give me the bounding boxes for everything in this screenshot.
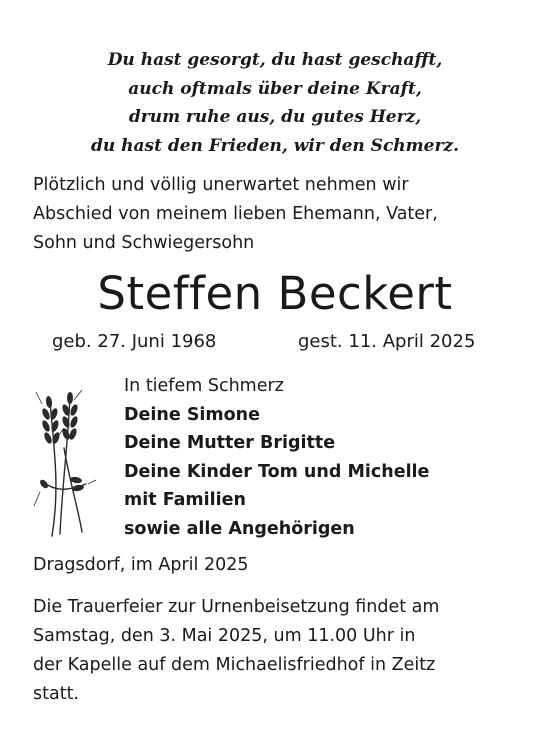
mourner-name: Deine Mutter Brigitte — [124, 433, 336, 453]
mourner-name: sowie alle Angehörigen — [124, 518, 355, 539]
mourners — [124, 372, 429, 543]
mourner-name: Deine Kinder Tom und Michelle — [124, 461, 430, 482]
funeral-line: Samstag, den 3. Mai 2025, um 11.00 Uhr in — [33, 626, 416, 646]
intro-line: Plötzlich und völlig unerwartet nehmen wir — [33, 175, 409, 195]
poem-line: drum ruhe aus, du gutes Herz, — [128, 107, 422, 127]
mourner-name: mit Familien — [124, 490, 246, 510]
intro-line: Sohn und Schwiegersohn — [33, 233, 255, 253]
place-date: Dragsdorf, im April 2025 — [33, 555, 249, 575]
intro-line: Abschied von meinem lieben Ehemann, Vater, — [33, 204, 438, 224]
poem — [0, 46, 550, 160]
wheat-ears-icon — [30, 388, 98, 538]
poem-line: du hast den Frieden, wir den Schmerz. — [90, 135, 460, 156]
poem-line: auch oftmals über deine Kraft, — [128, 78, 422, 99]
mourner-name: Deine Simone — [124, 404, 261, 425]
death-date: gest. 11. April 2025 — [298, 331, 476, 352]
deceased-name: Steffen Beckert — [97, 267, 453, 320]
poem-line: Du hast gesorgt, du hast geschafft, — [107, 50, 443, 70]
funeral-line: statt. — [33, 684, 79, 704]
funeral-line: Die Trauerfeier zur Urnenbeisetzung findet am — [33, 597, 440, 617]
birth-date: geb. 27. Juni 1968 — [52, 331, 217, 352]
funeral-info — [33, 593, 439, 709]
intro-text — [33, 171, 438, 258]
mourners-lead: In tiefem Schmerz — [124, 376, 284, 396]
funeral-line: der Kapelle auf dem Michaelisfriedhof in Zeitz — [33, 655, 436, 675]
